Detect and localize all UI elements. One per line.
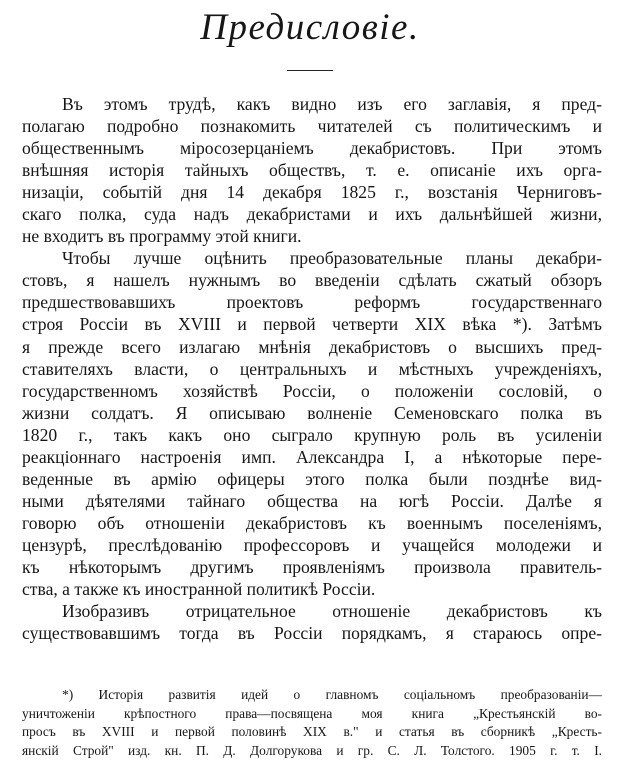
text-line: общественнымъ міросозерцаніемъ декабристовъ. При этомъ [22, 138, 602, 159]
text-line: цензурѣ, преслѣдованію профессоровъ и учащейся молодежи и [22, 534, 602, 555]
text-line: низаціи, событій дня 14 декабря 1825 г., возстанія Черниговъ- [22, 182, 602, 203]
footnote-line: просъ въ XVIII и первой половинѣ XIX в." и статья въ сборникѣ „Кресть- [22, 724, 602, 740]
footnote-line: уничтоженіи крѣпостного права—посвящена моя книга „Крестьянскій во- [22, 705, 602, 721]
footnote-line: *) Исторія развитія идей о главномъ соціальномъ преобразованіи— [62, 687, 602, 702]
title-divider [287, 70, 333, 71]
text-line: существовавшимъ тогда въ Россіи порядкамъ, я стараюсь опре- [22, 623, 602, 644]
main-text [22, 93, 602, 644]
footnote-line: янскій Строй" изд. кн. П. Д. Долгорукова и гр. С. Л. Толстого. 1905 г. т. I. [22, 742, 602, 758]
text-line: ства, а также къ иностранной политикѣ Россіи. [22, 579, 376, 600]
paragraph-3 [22, 600, 602, 644]
text-line: реакціоннаго настроенія имп. Александра I, а нѣкоторые пере- [22, 446, 602, 467]
paragraph-2 [22, 247, 602, 600]
text-line: Чтобы лучше оцѣнить преобразовательные планы декабри- [62, 248, 602, 269]
text-line: ставителяхъ власти, о центральныхъ и мѣстныхъ учрежденіяхъ, [22, 358, 602, 379]
text-line: 1820 г., такъ какъ оно сыграло крупную роль въ усиленіи [22, 424, 602, 445]
text-line: не входитъ въ программу этой книги. [22, 226, 302, 247]
text-line: строя Россіи въ XVIII и первой четверти XIX вѣка *). Затѣмъ [22, 314, 602, 335]
text-line: говорю объ отношеніи декабристовъ къ военнымъ поселеніямъ, [22, 512, 602, 533]
text-line: стовъ, я нашелъ нужнымъ во введеніи сдѣлать сжатый обзоръ [22, 270, 602, 291]
text-line: жизни солдатъ. Я описываю волненіе Семеновскаго полка въ [22, 402, 602, 423]
text-line: Изобразивъ отрицательное отношеніе декабристовъ къ [62, 601, 602, 622]
text-line: Въ этомъ трудѣ, какъ видно изъ его заглавія, я пред- [62, 94, 602, 114]
text-line: къ нѣкоторымъ другимъ проявленіямъ произвола правитель- [22, 556, 602, 577]
text-line: предшествовавшихъ проектовъ реформъ государственнаго [22, 292, 602, 313]
page-title: Предисловіе. [200, 7, 420, 48]
paragraph-1 [22, 93, 602, 247]
text-line: скаго полка, суда надъ декабристами и ихъ дальнѣйшей жизни, [22, 204, 602, 225]
text-line: полагаю подробно познакомить читателей съ политическимъ и [22, 116, 602, 137]
text-line: внѣшняя исторія тайныхъ обществъ, т. е. описаніе ихъ орга- [22, 160, 602, 181]
footnote [22, 686, 602, 760]
text-line: веденные въ армію офицеры этого полка были позднѣе вид- [22, 468, 602, 489]
text-line: ными дѣятелями тайнаго общества на югѣ Россіи. Далѣе я [22, 490, 602, 511]
text-line: я прежде всего излагаю мнѣнія декабристовъ о высшихъ пред- [22, 336, 602, 357]
text-line: государственномъ хозяйствѣ Россіи, о положеніи сословій, о [22, 380, 602, 401]
